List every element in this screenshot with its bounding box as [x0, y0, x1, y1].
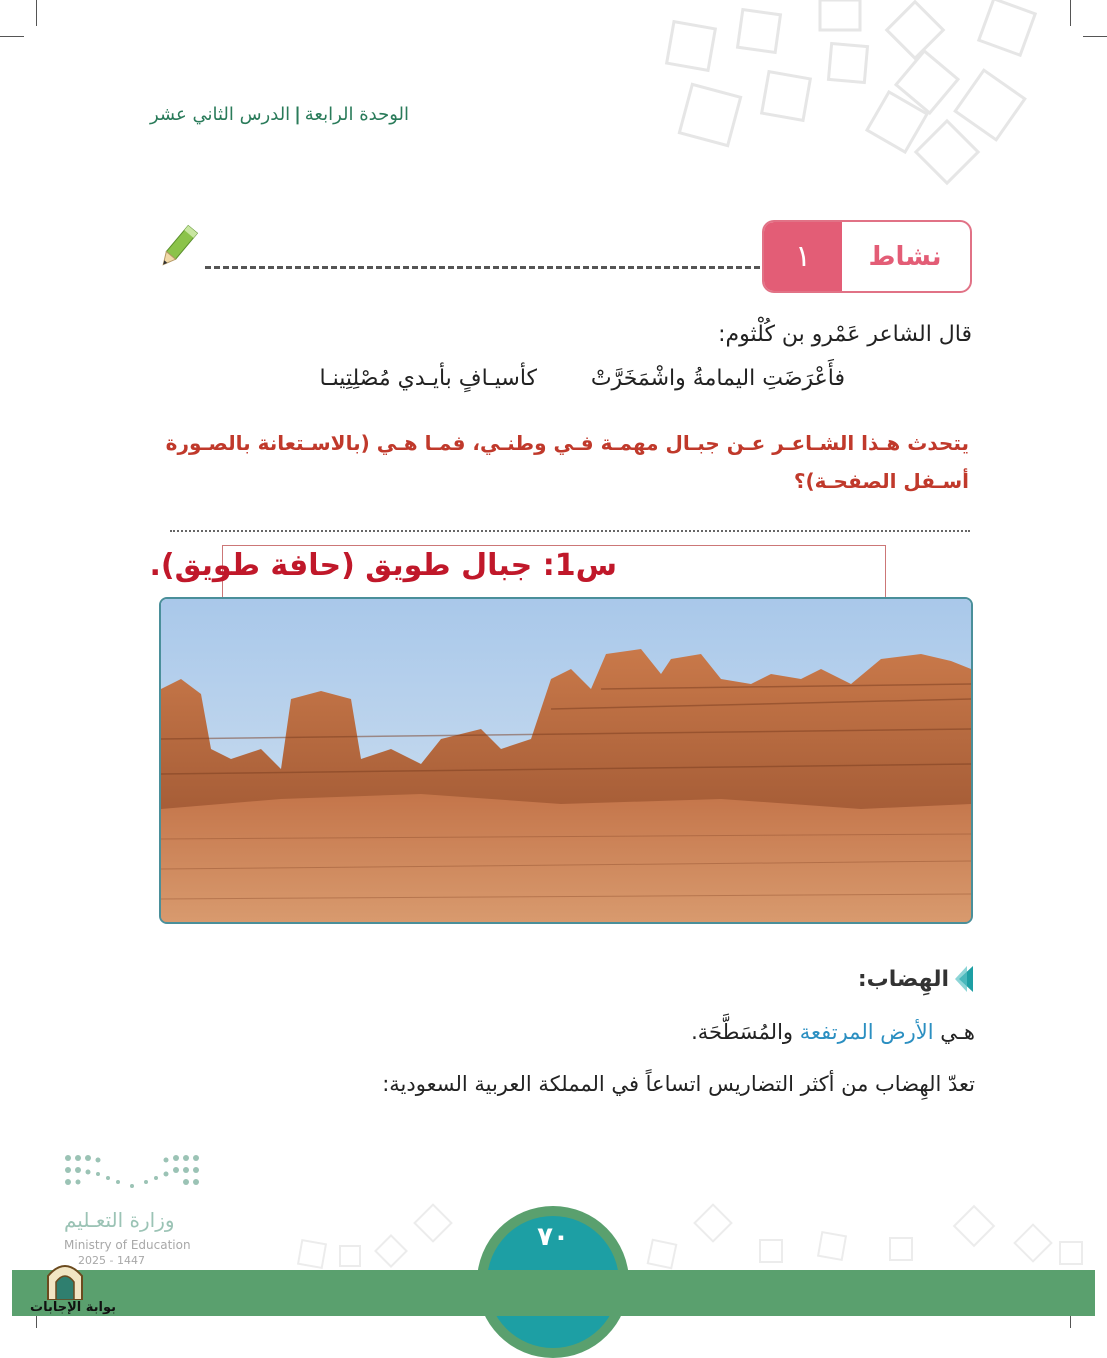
chevron-left-icon [955, 966, 973, 992]
ministry-name-english: Ministry of Education [64, 1238, 191, 1252]
definition-highlight: الأرض المرتفعة [799, 1020, 934, 1044]
running-header: الوحدة الرابعة|الدرس الثاني عشر [150, 104, 410, 125]
pencil-icon [155, 222, 201, 272]
ministry-name-arabic: وزارة التعـليم [64, 1208, 175, 1232]
crop-mark [1070, 0, 1071, 26]
plateau-description: تعدّ الهِضاب من أكثر التضاريس اتساعاً في المملكة العربية السعودية: [382, 1072, 975, 1096]
activity-badge [762, 220, 972, 293]
activity-divider [205, 266, 760, 269]
verse-second-hemistich: كأسيـافٍ بأيـدي مُصْلِتِينـا [319, 366, 537, 391]
answers-portal-label: بوابة الإجابات [30, 1300, 116, 1315]
answer-text: س1: جبال طويق (حافة طويق). [149, 548, 617, 583]
ministry-logo-icon [62, 1150, 202, 1192]
crop-mark [0, 36, 24, 37]
verse-first-hemistich: فأَعْرَضَتِ اليمامةُ واشْمَخَرَّتْ [590, 366, 845, 391]
footer-band [12, 1270, 1095, 1316]
section-title: الهِضاب: [857, 966, 949, 992]
page-number: ٧٠ [537, 1222, 569, 1252]
poem-intro: قال الشاعر عَمْرو بن كُلْثوم: [718, 322, 972, 347]
activity-question: يتحدث هـذا الشـاعـر عـن جبـال مهمـة فـي وطنـي، فمـا هـي (بالاسـتعانة بالصـورة أسـفل الصفحـة)؟ [165, 431, 969, 493]
crop-mark [36, 0, 37, 26]
section-heading [858, 966, 973, 992]
lesson-label: الدرس الثاني عشر [150, 104, 291, 125]
crop-mark [1083, 36, 1107, 37]
tuwaiq-escarpment-photo [159, 597, 973, 924]
ministry-year: 2025 - 1447 [78, 1254, 145, 1267]
activity-number: ١ [764, 222, 842, 291]
unit-label: الوحدة الرابعة [304, 104, 410, 125]
plateau-definition [691, 1020, 975, 1044]
answer-dotted-line [170, 530, 970, 532]
activity-label: نشاط [868, 241, 942, 272]
mosque-arch-icon [44, 1256, 86, 1300]
definition-prefix: هـي [940, 1020, 975, 1044]
decorative-pattern [655, 0, 1055, 200]
definition-suffix: والمُسَطَّحَة. [691, 1020, 794, 1044]
